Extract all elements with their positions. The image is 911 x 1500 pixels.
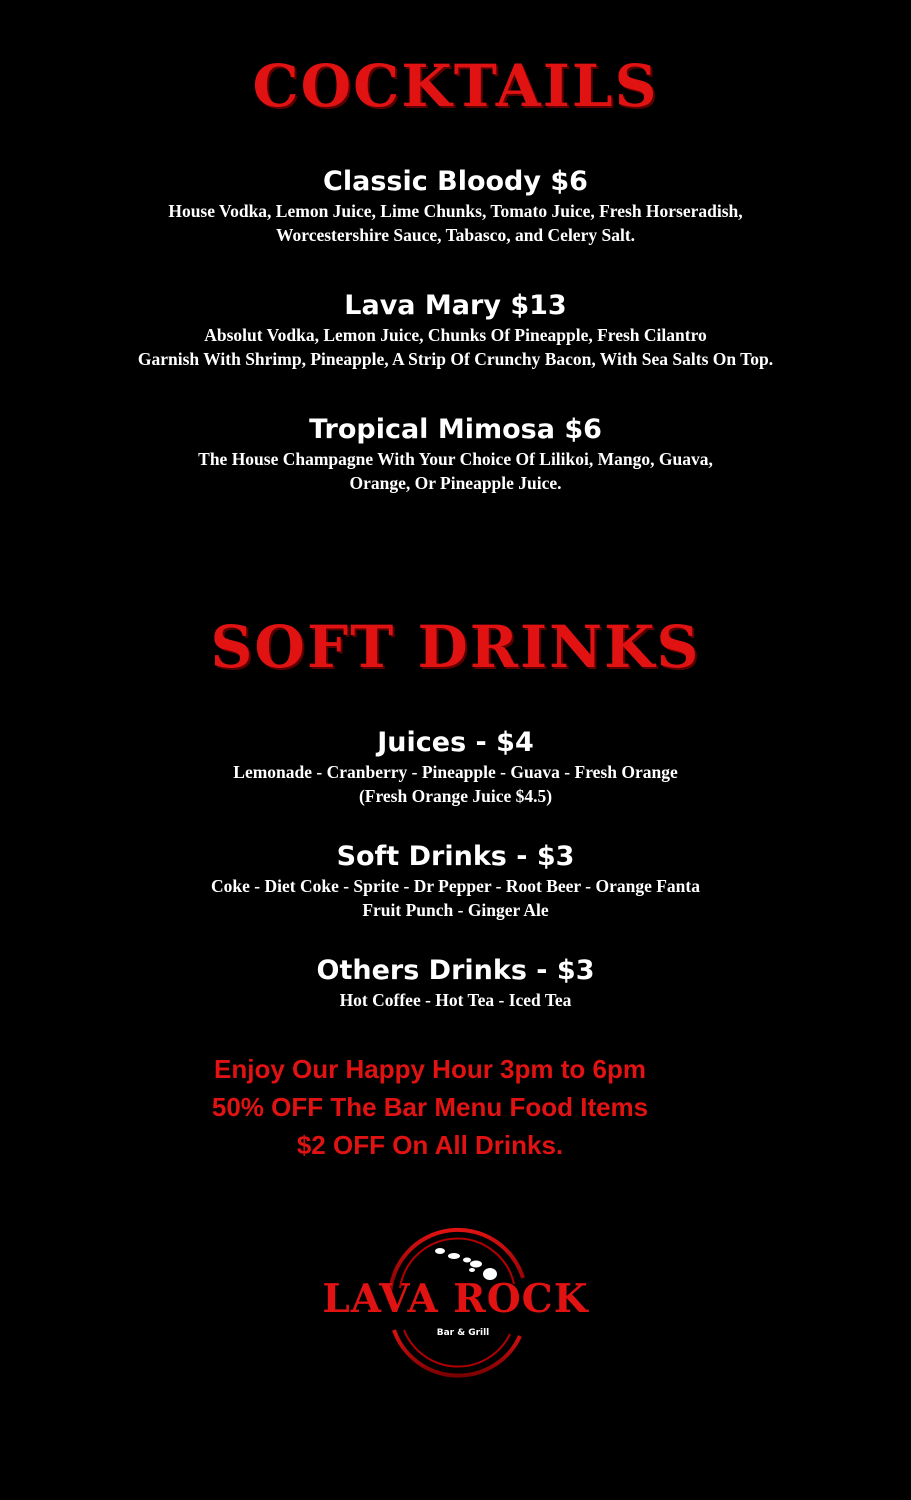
logo-name: LAVA ROCK (322, 1276, 589, 1322)
item-desc-line: The House Champagne With Your Choice Of Lilikoi, Mango, Guava, (198, 449, 713, 469)
menu-item-tropical-mimosa (0, 413, 911, 495)
happy-hour-line: $2 OFF On All Drinks. (296, 1130, 564, 1160)
happy-hour-promo (100, 1050, 760, 1164)
menu-item-others-drinks (0, 954, 911, 1012)
item-desc-line: Hot Coffee - Hot Tea - Iced Tea (339, 990, 572, 1010)
item-desc-line: Absolut Vodka, Lemon Juice, Chunks Of Pineapple, Fresh Cilantro (204, 325, 707, 345)
menu-item-juices (0, 726, 911, 808)
item-name: Others Drinks - $3 (316, 955, 595, 986)
item-desc-line: Orange, Or Pineapple Juice. (349, 473, 562, 493)
item-name: Tropical Mimosa $6 (309, 414, 602, 445)
happy-hour-line: Enjoy Our Happy Hour 3pm to 6pm (214, 1054, 646, 1084)
item-desc-line: House Vodka, Lemon Juice, Lime Chunks, Tomato Juice, Fresh Horseradish, (168, 201, 743, 221)
item-desc-line: Lemonade - Cranberry - Pineapple - Guava - Fresh Orange (233, 762, 678, 782)
menu-item-soft-drinks (0, 840, 911, 922)
item-desc-line: Worcestershire Sauce, Tabasco, and Celery Salt. (275, 225, 636, 245)
item-desc-line: Fruit Punch - Ginger Ale (362, 900, 549, 920)
menu-item-classic-bloody (0, 165, 911, 247)
item-name: Lava Mary $13 (344, 290, 567, 321)
soft-drinks-heading: SOFT DRINKS (210, 613, 701, 681)
item-name: Soft Drinks - $3 (336, 841, 575, 872)
cocktails-heading: COCKTAILS (252, 52, 659, 120)
item-desc-line: Coke - Diet Coke - Sprite - Dr Pepper - Root Beer - Orange Fanta (211, 876, 700, 896)
lava-rock-logo (318, 1218, 593, 1378)
happy-hour-line: 50% OFF The Bar Menu Food Items (211, 1092, 649, 1122)
logo-subtitle: Bar & Grill (436, 1328, 490, 1338)
item-name: Classic Bloody $6 (323, 166, 588, 197)
menu-item-lava-mary (0, 289, 911, 371)
item-name: Juices - $4 (377, 727, 534, 758)
item-desc-line: Garnish With Shrimp, Pineapple, A Strip Of Crunchy Bacon, With Sea Salts On Top. (137, 349, 774, 369)
item-desc-line: (Fresh Orange Juice $4.5) (358, 786, 553, 806)
